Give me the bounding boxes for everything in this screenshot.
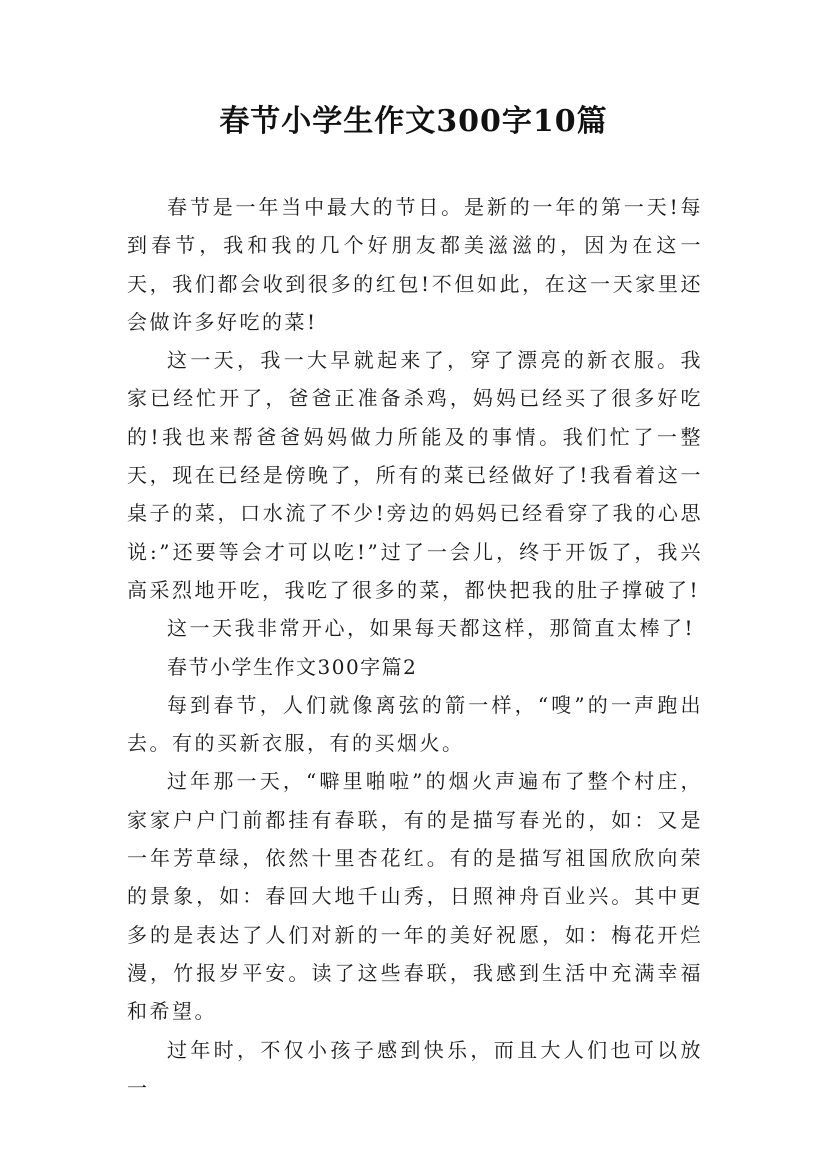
paragraph: 这一天我非常开心，如果每天都这样，那简直太棒了! bbox=[167, 616, 696, 641]
document-body bbox=[127, 188, 703, 1107]
paragraph: 过年那一天，“噼里啪啦”的烟火声遍布了整个村庄，家家户户门前都挂有春联，有的是描写春光的，如：又是一年芳草绿，依然十里杏花红。有的是描写祖国欣欣向荣的景象，如：春回大地千山秀，日照神舟百业兴。其中更多的是表达了人们对新的一年的美好祝愿，如：梅花开烂漫，竹报岁平安。读了这些春联，我感到生活中充满幸福和希望。 bbox=[127, 769, 703, 1024]
paragraph: 过年时，不仅小孩子感到快乐，而且大人们也可以放一 bbox=[127, 1037, 703, 1100]
paragraph: 这一天，我一大早就起来了，穿了漂亮的新衣服。我家已经忙开了，爸爸正准备杀鸡，妈妈已经买了很多好吃的!我也来帮爸爸妈妈做力所能及的事情。我们忙了一整天，现在已经是傍晚了，所有的菜已经做好了!我看着这一桌子的菜，口水流了不少!旁边的妈妈已经看穿了我的心思说:”还要等会才可以吃!”过了一会儿，终于开饭了，我兴高采烈地开吃，我吃了很多的菜，都快把我的肚子撑破了! bbox=[127, 348, 703, 602]
paragraph: 每到春节，人们就像离弦的箭一样，“嗖”的一声跑出去。有的买新衣服，有的买烟火。 bbox=[127, 692, 703, 756]
section-heading: 春节小学生作文300字篇2 bbox=[167, 654, 418, 679]
document-title: 春节小学生作文300字10篇 bbox=[219, 104, 608, 139]
paragraph: 春节是一年当中最大的节日。是新的一年的第一天!每到春节，我和我的几个好朋友都美滋滋的，因为在这一天，我们都会收到很多的红包!不但如此，在这一天家里还会做许多好吃的菜! bbox=[127, 195, 703, 334]
